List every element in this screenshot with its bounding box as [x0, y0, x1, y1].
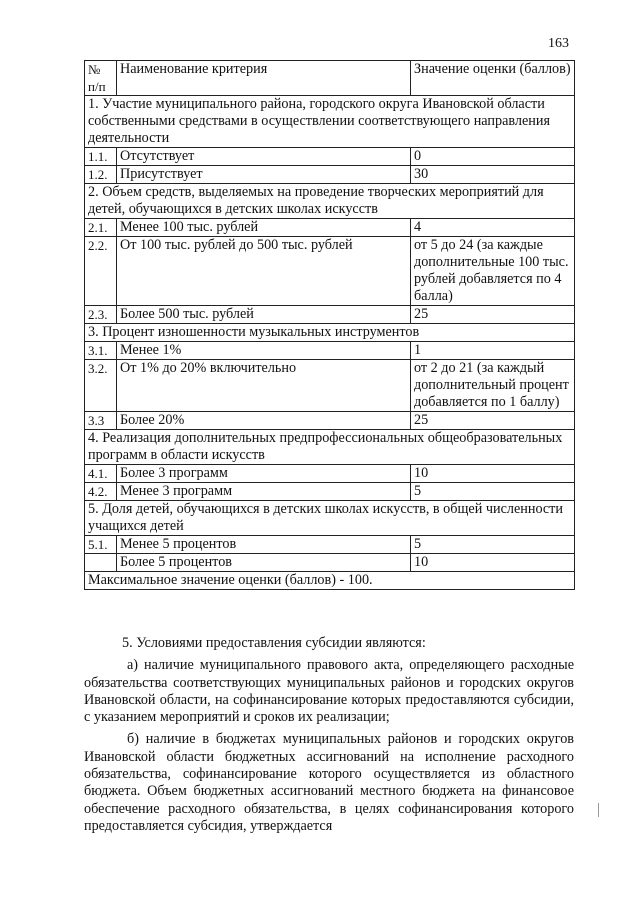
- row-num: 1.2.: [85, 166, 117, 184]
- table-footer: Максимальное значение оценки (баллов) - 100.: [85, 572, 575, 590]
- row-criterion: Более 3 программ: [117, 465, 411, 483]
- table-row: [85, 237, 575, 306]
- row-num: 2.3.: [85, 306, 117, 324]
- table-row: [85, 306, 575, 324]
- row-num: 4.2.: [85, 483, 117, 501]
- section-row: [85, 324, 575, 342]
- row-value: от 2 до 21 (за каждый дополнительный процент добавляется по 1 баллу): [411, 360, 575, 412]
- section-title: 3. Процент изношенности музыкальных инструментов: [85, 324, 575, 342]
- row-criterion: Более 500 тыс. рублей: [117, 306, 411, 324]
- header-num: № п/п: [85, 61, 117, 96]
- page-number: 163: [548, 36, 569, 51]
- row-criterion: От 1% до 20% включительно: [117, 360, 411, 412]
- row-value: от 5 до 24 (за каждые дополнительные 100 тыс. рублей добавляется по 4 балла): [411, 237, 575, 306]
- section-title: 2. Объем средств, выделяемых на проведение творческих мероприятий для детей, обучающихся в детских школах искусств: [85, 184, 575, 219]
- row-value: 4: [411, 219, 575, 237]
- criteria-table: [84, 60, 575, 590]
- section-row: [85, 184, 575, 219]
- row-num: 2.1.: [85, 219, 117, 237]
- row-value: 25: [411, 306, 575, 324]
- row-num: 3.2.: [85, 360, 117, 412]
- row-value: 1: [411, 342, 575, 360]
- row-value: 0: [411, 148, 575, 166]
- table-row: [85, 219, 575, 237]
- row-criterion: Менее 5 процентов: [117, 536, 411, 554]
- table-row: [85, 483, 575, 501]
- row-num: 3.1.: [85, 342, 117, 360]
- table-header-row: [85, 61, 575, 96]
- paragraph-a: а) наличие муниципального правового акта, определяющего расходные обязательства соответствующих муниципальных районов и городских округов Ивановской области, на софинансирование которых предоставляются субсидии, с указанием мероприятий и сроков их реализации;: [84, 657, 574, 726]
- section-title: 4. Реализация дополнительных предпрофессиональных общеобразовательных программ в области искусств: [85, 430, 575, 465]
- table-row: [85, 465, 575, 483]
- row-criterion: Менее 3 программ: [117, 483, 411, 501]
- section-row: [85, 430, 575, 465]
- paragraph-conditions: 5. Условиями предоставления субсидии являются:: [122, 635, 426, 651]
- row-num: 4.1.: [85, 465, 117, 483]
- header-criterion: Наименование критерия: [117, 61, 411, 96]
- table-row: [85, 148, 575, 166]
- section-row: [85, 501, 575, 536]
- row-value: 25: [411, 412, 575, 430]
- row-value: 30: [411, 166, 575, 184]
- footer-row: [85, 572, 575, 590]
- row-num: 2.2.: [85, 237, 117, 306]
- section-title: 5. Доля детей, обучающихся в детских школах искусств, в общей численности учащихся детей: [85, 501, 575, 536]
- row-value: 10: [411, 465, 575, 483]
- table-row: [85, 412, 575, 430]
- table-row: [85, 342, 575, 360]
- row-value: 5: [411, 536, 575, 554]
- section-title: 1. Участие муниципального района, городского округа Ивановской области собственными средствами в осуществлении соответствующего направления деятельности: [85, 96, 575, 148]
- row-value: 5: [411, 483, 575, 501]
- table-row: [85, 166, 575, 184]
- row-num: [85, 554, 117, 572]
- table-row: [85, 536, 575, 554]
- paragraph-b: б) наличие в бюджетах муниципальных районов и городских округов Ивановской области бюджетных ассигнований на исполнение расходного обязательства, софинансирование которого осуществляется из областного бюджета. Объем бюджетных ассигнований местного бюджета на финансовое обеспечение расходного обязательства, в целях софинансирования которого предоставляется субсидия, утверждается: [84, 731, 574, 834]
- margin-mark: [598, 803, 599, 817]
- row-criterion: Более 5 процентов: [117, 554, 411, 572]
- row-num: 1.1.: [85, 148, 117, 166]
- header-value: Значение оценки (баллов): [411, 61, 575, 96]
- row-criterion: Менее 1%: [117, 342, 411, 360]
- row-criterion: Отсутствует: [117, 148, 411, 166]
- row-criterion: Менее 100 тыс. рублей: [117, 219, 411, 237]
- row-criterion: От 100 тыс. рублей до 500 тыс. рублей: [117, 237, 411, 306]
- row-criterion: Более 20%: [117, 412, 411, 430]
- row-value: 10: [411, 554, 575, 572]
- table-row: [85, 554, 575, 572]
- body-text: [84, 635, 574, 840]
- row-criterion: Присутствует: [117, 166, 411, 184]
- row-num: 3.3: [85, 412, 117, 430]
- table-row: [85, 360, 575, 412]
- row-num: 5.1.: [85, 536, 117, 554]
- section-row: [85, 96, 575, 148]
